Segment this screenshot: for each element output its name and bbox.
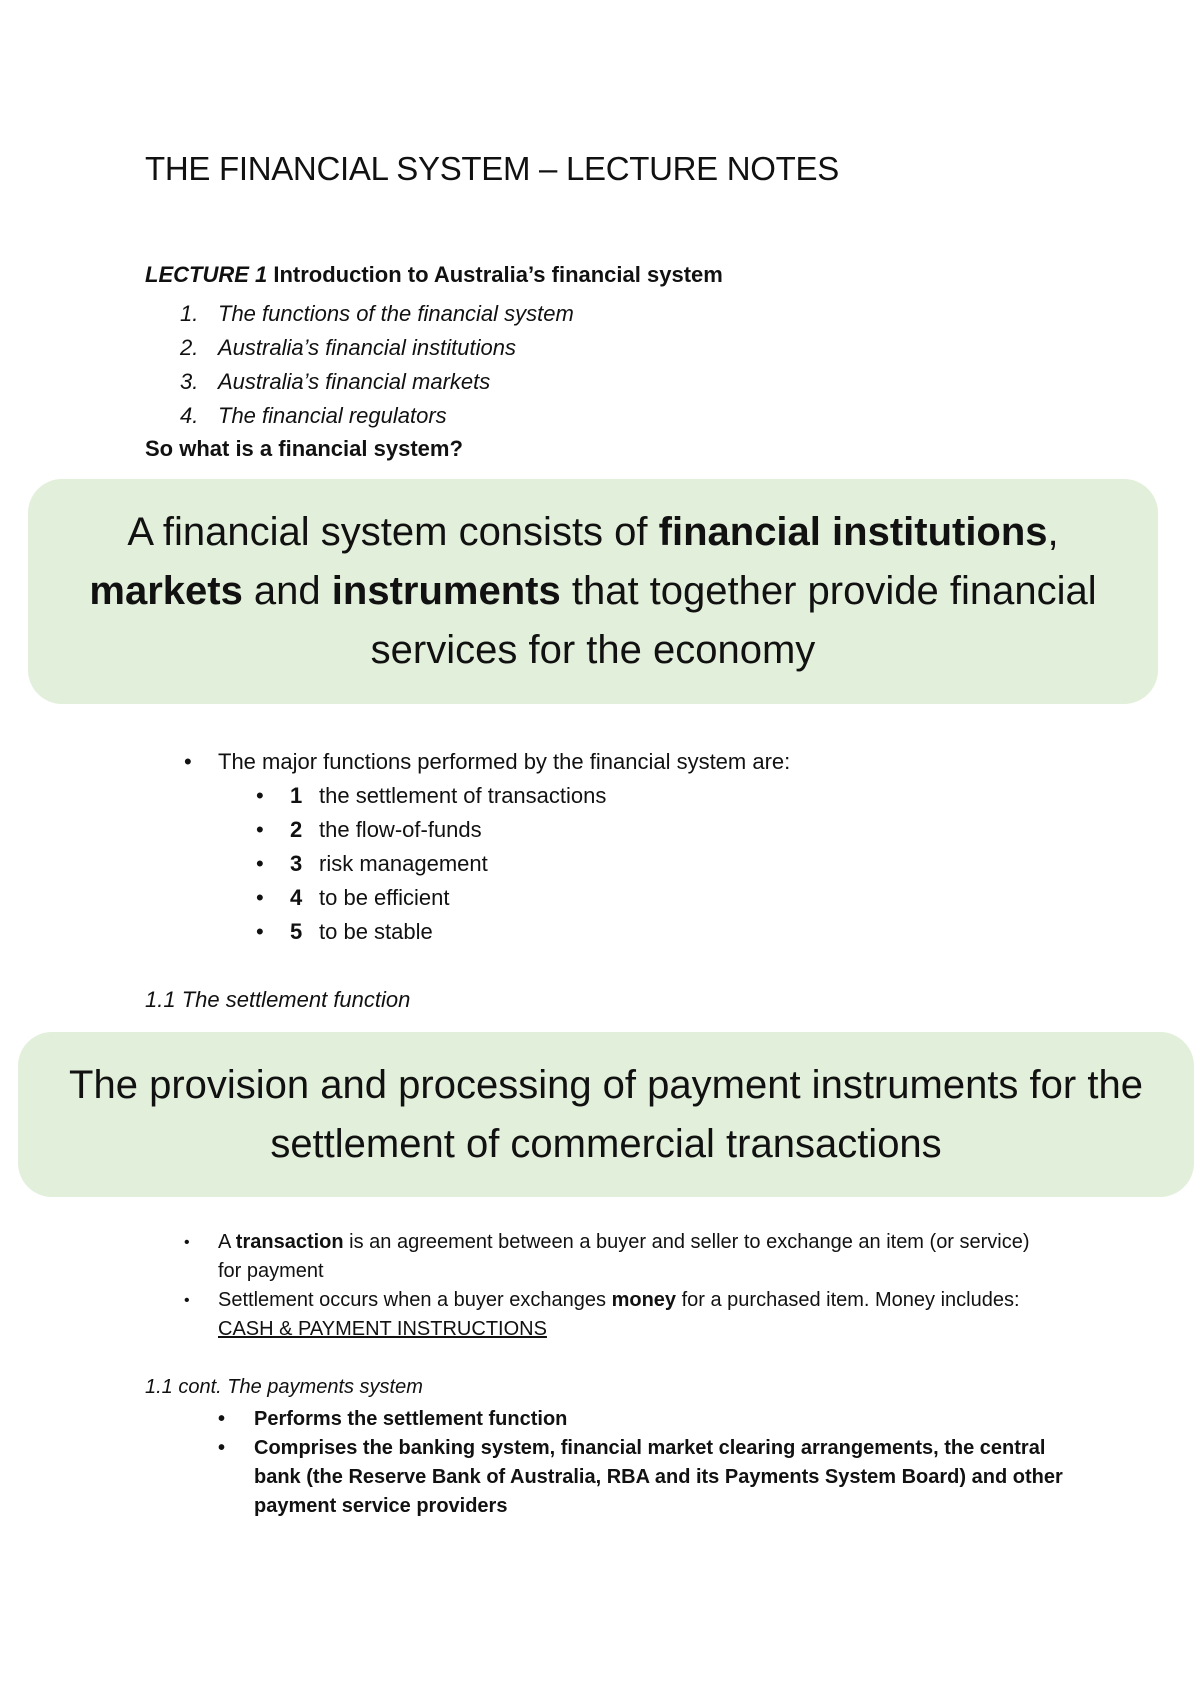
list-item-text: risk management — [319, 851, 488, 876]
bullet-icon: • — [184, 1292, 190, 1309]
bullet-icon: • — [256, 851, 264, 876]
section-question: So what is a financial system? — [145, 436, 463, 461]
list-item-text: The functions of the financial system — [218, 301, 574, 326]
list-item — [182, 779, 790, 813]
list-item-keyword: money — [611, 1289, 677, 1311]
bullet-icon: • — [256, 783, 264, 808]
bullet-icon: • — [218, 1437, 226, 1459]
list-item-text: the settlement of transactions — [319, 783, 607, 808]
list-item-number: 2 — [290, 817, 303, 842]
bullet-icon: • — [184, 1234, 190, 1251]
list-item-number: 3 — [290, 851, 303, 876]
list-item-underlined-text: CASH & PAYMENT INSTRUCTIONS — [218, 1318, 547, 1340]
bullet-icon: • — [256, 885, 264, 910]
functions-list — [182, 745, 790, 949]
list-item-text: to be efficient — [319, 885, 450, 910]
list-item — [218, 1405, 1078, 1434]
functions-sublist — [182, 779, 790, 949]
lecture-heading-text: Introduction to Australia’s financial system — [267, 262, 723, 287]
bullet-icon: • — [218, 1408, 226, 1430]
payments-list — [218, 1405, 1078, 1521]
list-item-text: Australia’s financial markets — [218, 369, 491, 394]
list-item-text: for a purchased item. Money includes: — [676, 1289, 1020, 1311]
list-item-number: 5 — [290, 919, 303, 944]
bullet-icon: • — [256, 919, 264, 944]
section-title-settlement: 1.1 The settlement function — [145, 987, 411, 1012]
lecture-label: LECTURE 1 — [145, 262, 268, 287]
list-item-number: 2. — [180, 335, 199, 360]
list-item — [180, 365, 574, 399]
list-item-keyword: transaction — [235, 1231, 344, 1253]
list-item — [182, 1228, 1042, 1286]
list-item — [182, 1286, 1042, 1344]
list-item-number: 4. — [180, 403, 199, 428]
definition-keyword: instruments — [331, 569, 561, 613]
list-item-text: A — [218, 1231, 236, 1253]
list-item-text: Australia’s financial institutions — [218, 335, 516, 360]
list-item — [182, 813, 790, 847]
settlement-callout — [18, 1032, 1194, 1197]
definition-callout — [28, 479, 1158, 704]
list-item-text: The financial regulators — [218, 403, 447, 428]
functions-intro: The major functions performed by the financial system are: — [218, 749, 791, 774]
definition-text-part: A financial system consists of — [127, 510, 659, 554]
definition-text — [68, 503, 1118, 680]
list-item-number: 4 — [290, 885, 303, 910]
definition-text-part: and — [242, 569, 332, 613]
definition-text-part: , — [1047, 510, 1059, 554]
list-item-text: the flow-of-funds — [319, 817, 482, 842]
list-item — [182, 881, 790, 915]
list-item — [180, 399, 574, 433]
settlement-definition-text: The provision and processing of payment instruments for the settlement of commercial transactions — [69, 1062, 1143, 1166]
lecture-topics-list — [180, 297, 574, 433]
list-item — [180, 297, 574, 331]
list-item-text: to be stable — [319, 919, 433, 944]
list-item — [182, 745, 790, 779]
bullet-icon: • — [256, 817, 264, 842]
list-item — [180, 331, 574, 365]
page-title: THE FINANCIAL SYSTEM – LECTURE NOTES — [145, 150, 839, 187]
list-item-text: is an agreement between a buyer and seller to exchange an item (or service) for payment — [218, 1231, 1030, 1282]
list-item-number: 1 — [290, 783, 303, 808]
section-title-payments: 1.1 cont. The payments system — [145, 1376, 423, 1398]
lecture-heading — [145, 262, 723, 288]
list-item-text: Settlement occurs when a buyer exchanges — [218, 1289, 612, 1311]
definition-keyword: financial institutions — [658, 510, 1048, 554]
list-item — [182, 847, 790, 881]
list-item-text: Performs the settlement function — [254, 1408, 568, 1430]
transactions-list — [182, 1228, 1042, 1344]
bullet-icon: • — [184, 749, 192, 774]
list-item — [182, 915, 790, 949]
definition-text-part: that together provide financial services for the economy — [370, 569, 1097, 672]
list-item-number: 3. — [180, 369, 199, 394]
list-item-text: Comprises the banking system, financial market clearing arrangements, the central bank (the Reserve Bank of Australia, RBA and its Payments System Board) and other payment service providers — [254, 1437, 1063, 1517]
list-item-number: 1. — [180, 301, 199, 326]
definition-keyword: markets — [89, 569, 243, 613]
list-item — [218, 1434, 1078, 1521]
